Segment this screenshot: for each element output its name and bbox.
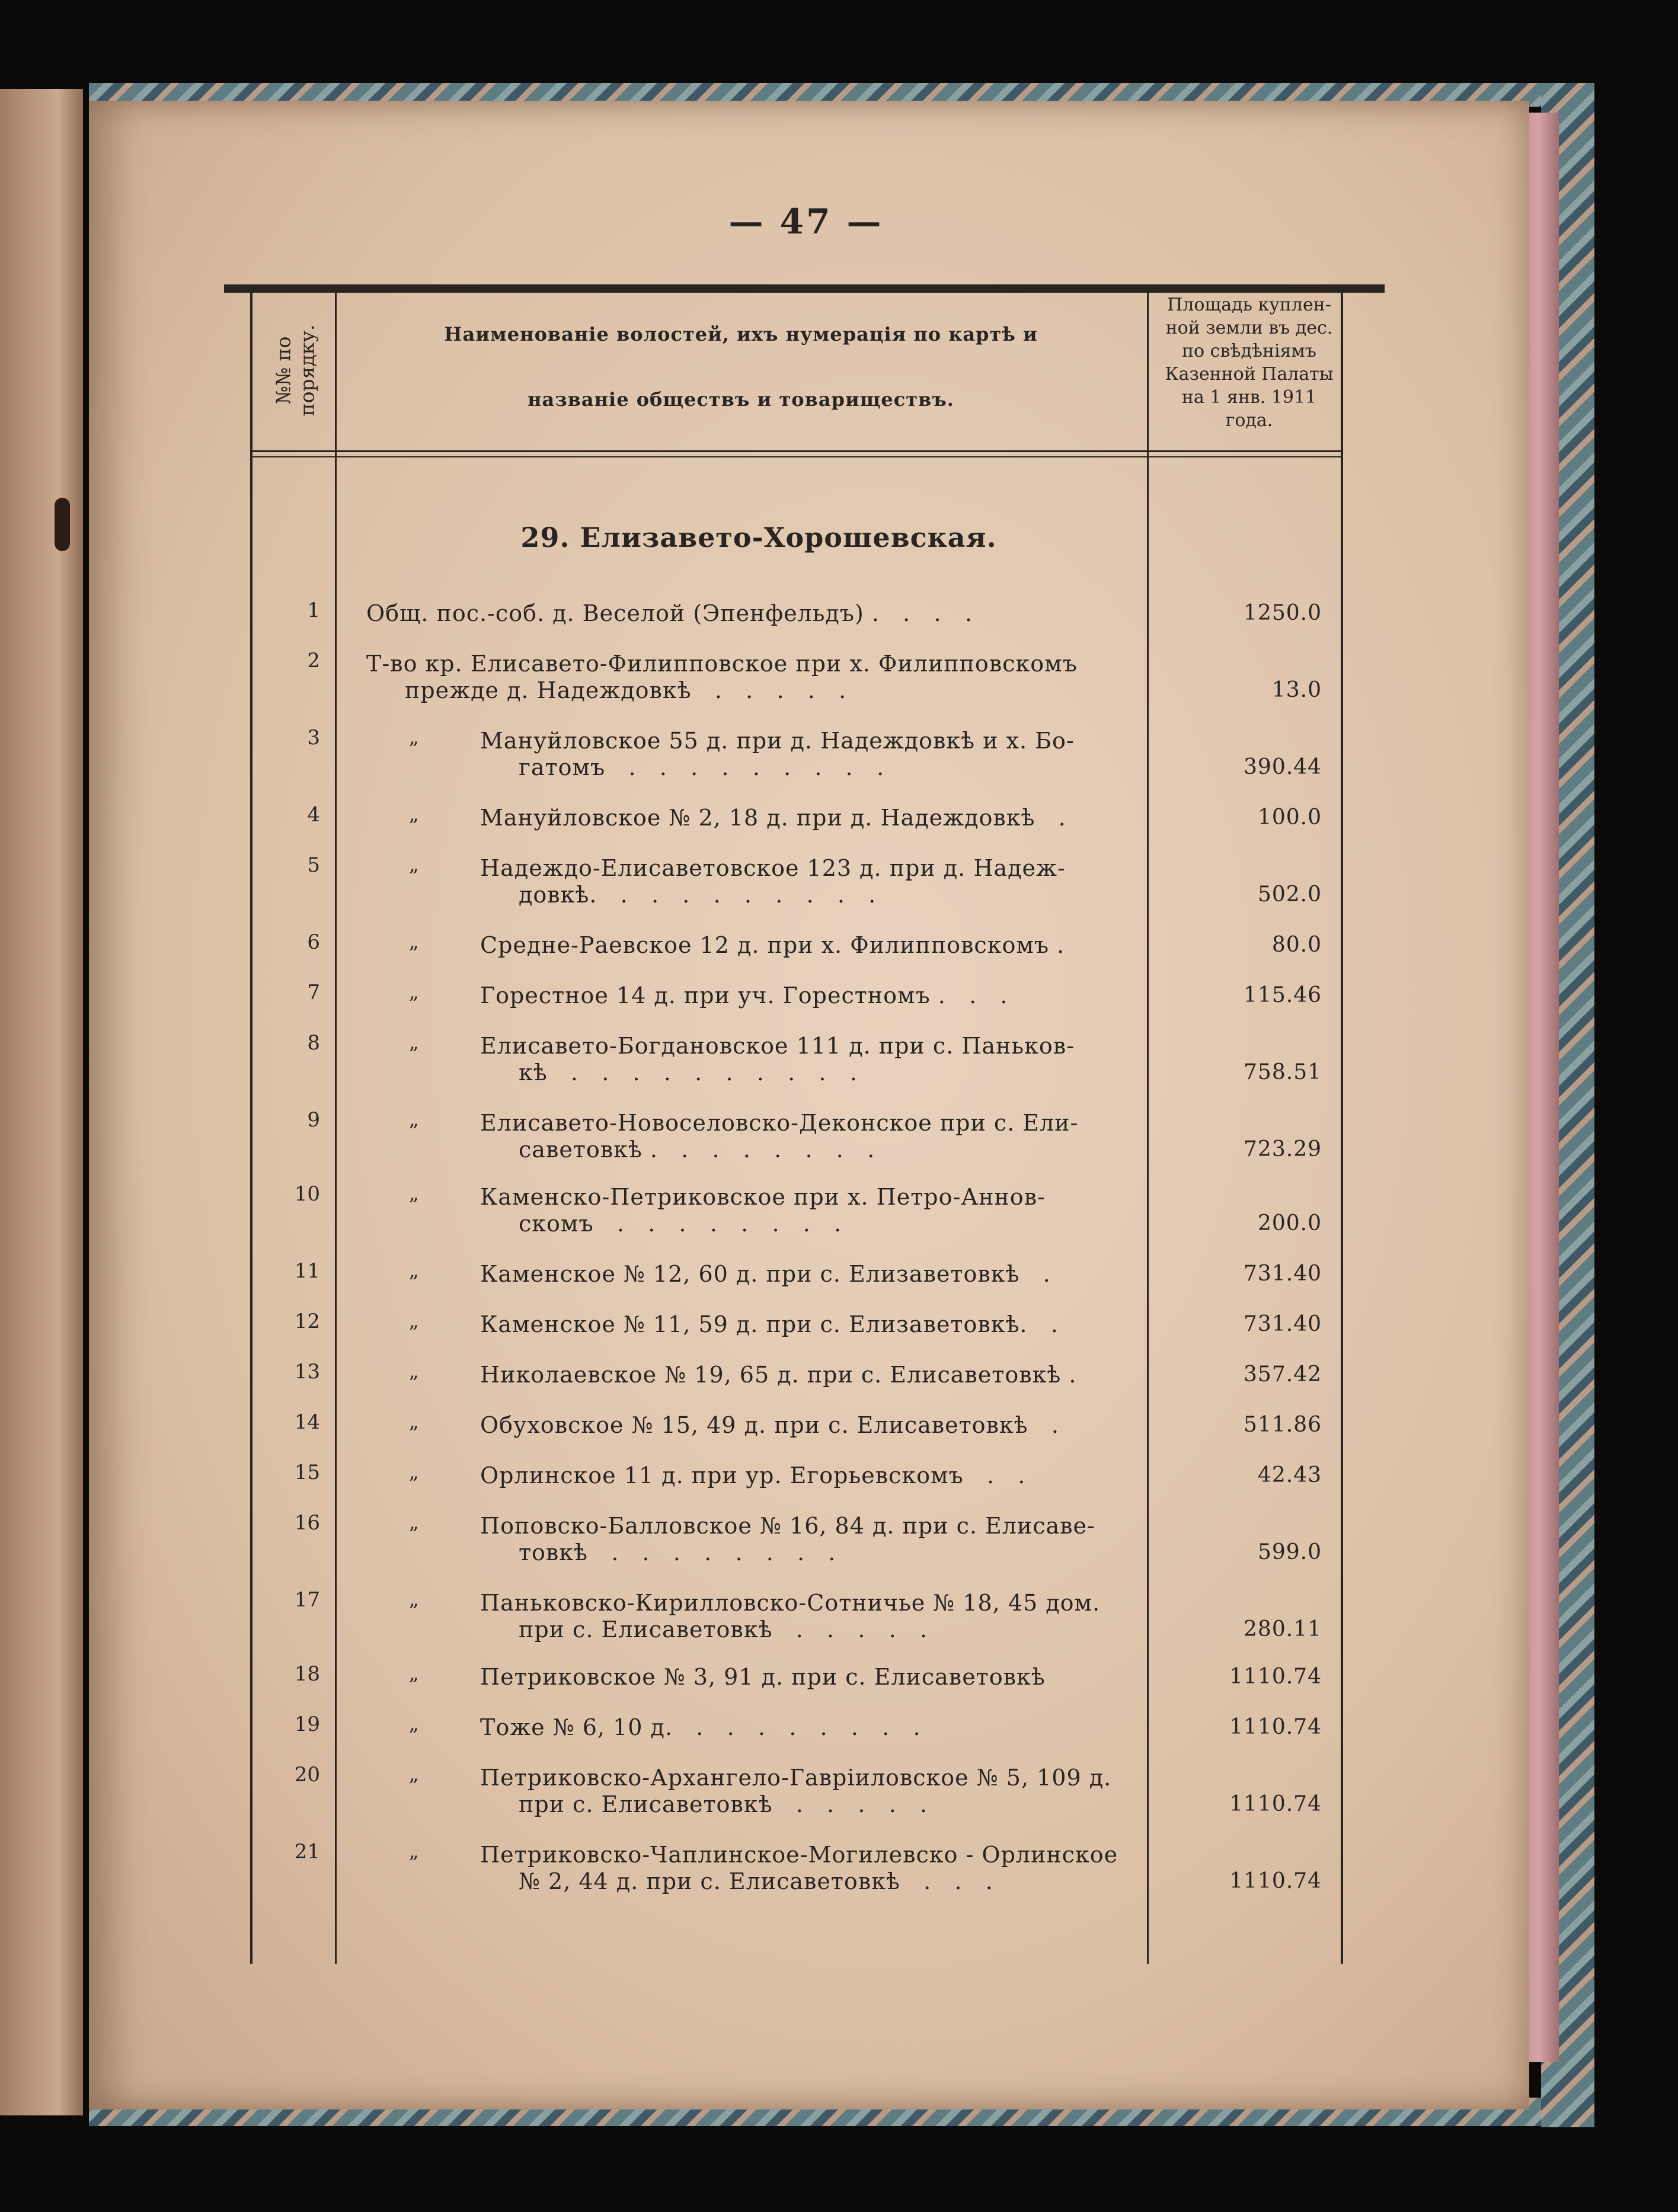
row-area-value: 42.43 [1257, 1463, 1322, 1487]
row-number: 9 [307, 1108, 320, 1132]
row-name-line: Паньковско-Кирилловско-Сотничье № 18, 45 дом. [480, 1590, 1101, 1616]
row-area-value: 115.46 [1244, 983, 1322, 1007]
row-name-line: Петриковско-Архангело-Гавріиловское № 5, 109 д. [480, 1765, 1112, 1791]
row-name-line: Елисавето-Новоселовско-Деконское при с. Ели- [480, 1110, 1079, 1136]
row-area-value: 390.44 [1244, 755, 1322, 779]
area-header-line: по свѣдѣніямъ [1182, 341, 1316, 361]
row-name-line: гатомъ . . . . . . . . . [519, 754, 885, 780]
row-number: 17 [294, 1588, 320, 1612]
section-title: 29. Елизавето-Хорошевская. [520, 521, 997, 553]
row-name-line: Надеждо-Елисаветовское 123 д. при д. Надеж- [480, 855, 1066, 881]
row-name-line: Каменско-Петриковское при х. Петро-Аннов- [480, 1184, 1046, 1210]
row-number: 8 [307, 1031, 320, 1055]
area-header-line: Площадь куплен- [1167, 294, 1331, 315]
row-number: 7 [307, 981, 320, 1004]
row-area-value: 1110.74 [1229, 1664, 1322, 1689]
row-name-line: Каменское № 11, 59 д. при с. Елизаветовкѣ. . [480, 1311, 1059, 1337]
area-header-line: года. [1225, 410, 1273, 431]
row-name-line: № 2, 44 д. при с. Елисаветовкѣ . . . [519, 1868, 993, 1894]
ditto-mark: „ [409, 1108, 419, 1131]
row-name-line: Петриковско-Чаплинское-Могилевско - Орлинское [480, 1842, 1118, 1868]
ditto-mark: „ [409, 803, 419, 825]
row-name-line: Поповско-Балловское № 16, 84 д. при с. Елисаве- [480, 1513, 1095, 1539]
row-number: 12 [294, 1310, 320, 1333]
header-bottom-rule [252, 450, 1343, 452]
row-name-line: Общ. пос.-соб. д. Веселой (Эпенфельдъ) . . . . [366, 600, 973, 626]
ditto-mark: „ [409, 1588, 419, 1611]
ditto-mark: „ [409, 1511, 419, 1534]
ditto-mark: „ [409, 853, 419, 876]
ditto-mark: „ [409, 1763, 419, 1785]
column-header-number [260, 296, 331, 444]
row-area-value: 723.29 [1244, 1137, 1322, 1161]
row-area-value: 502.0 [1257, 882, 1322, 907]
row-number: 6 [307, 930, 320, 954]
row-name-line: кѣ . . . . . . . . . . [519, 1059, 858, 1086]
row-name-line: довкѣ. . . . . . . . . . [519, 882, 877, 908]
row-area-value: 13.0 [1271, 678, 1322, 702]
row-name-line: товкѣ . . . . . . . . [519, 1539, 836, 1566]
column-header-name-line1: Наименованіе волостей, ихъ нумерація по картѣ и [444, 323, 1038, 345]
header-bottom-rule-2 [252, 456, 1343, 457]
row-number: 11 [294, 1259, 320, 1283]
row-name-line: Николаевское № 19, 65 д. при с. Елисаветовкѣ . [480, 1362, 1077, 1388]
row-area-value: 100.0 [1257, 805, 1322, 830]
row-name-line: саветовкѣ . . . . . . . . [519, 1137, 875, 1163]
binding-hole [55, 498, 70, 551]
row-name-line: скомъ . . . . . . . . [519, 1211, 842, 1237]
row-number: 14 [294, 1410, 320, 1434]
row-number: 18 [294, 1662, 320, 1686]
row-number: 3 [307, 726, 320, 750]
ditto-mark: „ [409, 1182, 419, 1205]
row-name-line: при с. Елисаветовкѣ . . . . . [519, 1616, 928, 1643]
row-number: 5 [307, 853, 320, 877]
ditto-mark: „ [409, 1712, 419, 1735]
row-number: 16 [294, 1511, 320, 1535]
row-area-value: 731.40 [1244, 1262, 1322, 1286]
row-area-value: 80.0 [1271, 933, 1322, 957]
row-area-value: 1110.74 [1229, 1715, 1322, 1739]
column-line-left [250, 293, 253, 1964]
ditto-mark: „ [409, 1410, 419, 1433]
ditto-mark: „ [409, 1662, 419, 1685]
row-number: 19 [294, 1712, 320, 1736]
row-area-value: 1250.0 [1244, 601, 1322, 625]
ditto-mark: „ [409, 1360, 419, 1382]
ditto-mark: „ [409, 1031, 419, 1054]
row-number: 1 [307, 598, 320, 622]
row-number: 20 [294, 1763, 320, 1787]
row-number: 10 [294, 1182, 320, 1206]
ditto-mark: „ [409, 1310, 419, 1332]
ditto-mark: „ [409, 930, 419, 953]
row-name-line: Орлинское 11 д. при ур. Егорьевскомъ . . [480, 1462, 1026, 1488]
row-name-line: Каменское № 12, 60 д. при с. Елизаветовкѣ . [480, 1261, 1051, 1287]
column-line-right [1341, 293, 1343, 1964]
row-area-value: 357.42 [1244, 1362, 1322, 1387]
row-area-value: 511.86 [1244, 1413, 1322, 1437]
row-name-line: Т-во кр. Елисавето-Филипповское при х. Филипповскомъ [366, 651, 1078, 677]
column-line-num [335, 293, 337, 1964]
ditto-mark: „ [409, 726, 419, 748]
column-header-name-line2: названіе обществъ и товариществъ. [528, 388, 954, 411]
area-header-line: на 1 янв. 1911 [1181, 387, 1317, 408]
left-page-edge [0, 89, 83, 2115]
row-number: 21 [294, 1840, 320, 1864]
row-area-value: 1110.74 [1229, 1792, 1322, 1816]
ditto-mark: „ [409, 1461, 419, 1483]
ditto-mark: „ [409, 981, 419, 1003]
top-thick-rule [224, 284, 1385, 293]
area-header-line: ной земли въ дес. [1165, 318, 1333, 338]
row-name-line: Средне-Раевское 12 д. при х. Филипповскомъ . [480, 932, 1065, 958]
row-name-line: при с. Елисаветовкѣ . . . . . [519, 1791, 928, 1817]
row-area-value: 599.0 [1257, 1540, 1322, 1564]
row-area-value: 1110.74 [1229, 1869, 1322, 1893]
column-header-number-text: №№ по порядку. [271, 324, 318, 417]
row-name-line: Елисавето-Богдановское 111 д. при с. Паньков- [480, 1033, 1075, 1059]
row-area-value: 731.40 [1244, 1312, 1322, 1336]
row-area-value: 200.0 [1257, 1211, 1322, 1235]
ditto-mark: „ [409, 1840, 419, 1862]
area-header-line: Казенной Палаты [1165, 364, 1334, 385]
row-area-value: 758.51 [1244, 1060, 1322, 1084]
row-number: 2 [307, 649, 320, 673]
row-number: 4 [307, 803, 320, 827]
row-name-line: Мануйловское № 2, 18 д. при д. Надеждовкѣ . [480, 805, 1066, 831]
row-name-line: Тоже № 6, 10 д. . . . . . . . . [480, 1714, 921, 1740]
row-name-line: Петриковское № 3, 91 д. при с. Елисаветовкѣ [480, 1664, 1046, 1690]
row-name-line: Горестное 14 д. при уч. Горестномъ . . . [480, 982, 1008, 1009]
page-number: — 47 — [728, 201, 884, 242]
row-name-line: Обуховское № 15, 49 д. при с. Елисаветовкѣ . [480, 1412, 1059, 1438]
row-number: 13 [294, 1360, 320, 1384]
row-number: 15 [294, 1461, 320, 1484]
row-area-value: 280.11 [1244, 1617, 1322, 1641]
row-name-line: прежде д. Надеждовкѣ . . . . . [405, 677, 847, 703]
row-name-line: Мануйловское 55 д. при д. Надеждовкѣ и х. Бо- [480, 728, 1075, 754]
column-header-area [1147, 293, 1351, 432]
ditto-mark: „ [409, 1259, 419, 1282]
